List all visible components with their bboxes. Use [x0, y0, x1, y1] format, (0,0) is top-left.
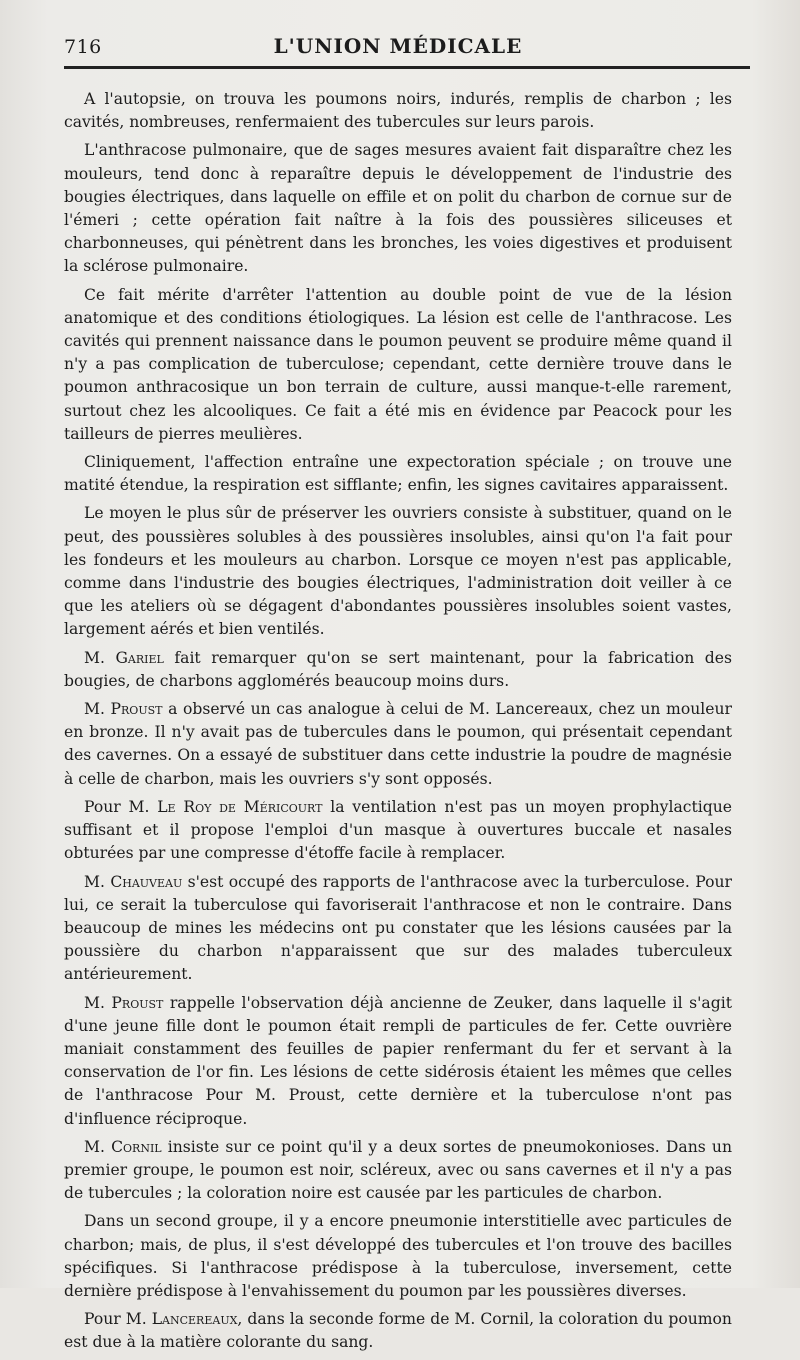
speaker-prefix: M. [84, 993, 105, 1012]
speaker-name: Lancereaux [151, 1310, 238, 1329]
speaker-name: Chauveau [110, 872, 183, 891]
speaker-prefix: Pour M. [84, 797, 150, 816]
header-rule [64, 66, 750, 69]
speaker-prefix: M. [84, 700, 105, 719]
paragraph-text: la ventilation n'est pas un moyen prophylactique suffisant et il propose l'emploi d'un masque à ouvertures buccale et nasales obturées par une compresse d'étoffe facile à remplacer. [64, 797, 732, 863]
journal-title: L'UNION MÉDICALE [273, 34, 523, 58]
paragraph-text: Ce fait mérite d'arrêter l'attention au double point de vue de la lésion anatomique et des conditions étiologiques. La lésion est celle de l'anthracose. Les cavités qui prennent naissance dans le poumon peuvent se produire même quand il n'y a pas complication de tuberculose; cependant, cette dernière trouve dans le poumon anthracosique un bon terrain de culture, aussi manque-t-elle rarement, surtout chez les alcooliques. Ce fait a été mis en évidence par Peacock pour les tailleurs de pierres meulières. [64, 285, 732, 443]
speaker-name: Proust [111, 993, 164, 1012]
running-head [64, 30, 732, 60]
paragraph-chauveau [64, 871, 732, 987]
paragraph-text: rappelle l'observation déjà ancienne de Zeuker, dans laquelle il s'agit d'une jeune fille dont le poumon était rempli de particules de fer. Cette ouvrière maniait constamment des feuilles de papier renfermant du fer et servant à la conservation de l'or fin. Les lésions de cette sidérosis étaient les mêmes que celles de l'anthracose Pour M. Proust, cette dernière et la tuberculose n'ont pas d'influence réciproque. [64, 993, 732, 1128]
paragraph-text: insiste sur ce point qu'il y a deux sortes de pneumokonioses. Dans un premier groupe, le poumon est noir, scléreux, avec ou sans cavernes et il n'y a pas de tubercules ; la coloration noire est causée par les particules de charbon. [64, 1137, 732, 1203]
speaker-name: Proust [110, 700, 163, 719]
paragraph-proust [64, 698, 732, 791]
paragraph-text: , dans la seconde forme de M. Cornil, la coloration du poumon est due à la matière colorante du sang. [64, 1310, 732, 1352]
paragraph-text: Dans un second groupe, il y a encore pneumonie interstitielle avec particules de charbon; mais, de plus, il s'est développé des tubercules et l'on trouve des bacilles spécifiques. Si l'anthracose prédispose à la tuberculose, inversement, cette dernière prédispose à l'envahissement du poumon par les poussières diverses. [64, 1212, 732, 1300]
paragraph-lancereaux [64, 1308, 732, 1354]
speaker-name: Cornil [111, 1137, 162, 1156]
speaker-prefix: Pour M. [84, 1310, 147, 1329]
speaker-prefix: M. [84, 872, 105, 891]
paragraph-gariel [64, 647, 732, 693]
paragraph-proust-2 [64, 992, 732, 1131]
speaker-prefix: M. [84, 1137, 105, 1156]
paragraph-text: a observé un cas analogue à celui de M. Lancereaux, chez un mouleur en bronze. Il n'y avait pas de tubercules dans le poumon, qui présentait cependant des cavernes. On a essayé de substituer dans cette industrie la poudre de magnésie à celle de charbon, mais les ouvriers s'y sont opposés. [64, 700, 732, 788]
paragraph [64, 88, 732, 134]
paragraph [64, 502, 732, 641]
paragraph [64, 1210, 732, 1303]
paragraph-text: A l'autopsie, on trouva les poumons noirs, indurés, remplis de charbon ; les cavités, nombreuses, renfermaient des tubercules sur leurs parois. [64, 90, 732, 132]
paragraph-text: Le moyen le plus sûr de préserver les ouvriers consiste à substituer, quand on le peut, des poussières solubles à des poussières insolubles, ainsi qu'on l'a fait pour les fondeurs et les mouleurs au charbon. Lorsque ce moyen n'est pas applicable, comme dans l'industrie des bougies électriques, l'administration doit veiller à ce que les ateliers où se dégagent d'abondantes poussières insolubles soient vastes, largement aérés et bien ventilés. [64, 504, 732, 639]
article-body [64, 88, 732, 1360]
paragraph [64, 284, 732, 446]
paragraph [64, 451, 732, 497]
paragraph-text: s'est occupé des rapports de l'anthracose avec la turberculose. Pour lui, ce serait la tuberculose qui favoriserait l'anthracose et non le contraire. Dans beaucoup de mines les médecins ont pu constater que les lésions causées par la poussière du charbon n'apparaissent que sur des malades tuberculeux antérieurement. [64, 872, 732, 984]
speaker-prefix: M. [84, 648, 105, 667]
paragraph-cornil [64, 1136, 732, 1206]
paragraph [64, 139, 732, 278]
paragraph-le-roy-de-mericourt [64, 796, 732, 866]
page-number: 716 [64, 36, 102, 58]
speaker-name: Le Roy de Méricourt [157, 797, 323, 816]
paragraph-text: L'anthracose pulmonaire, que de sages mesures avaient fait disparaître chez les mouleurs, tend donc à reparaître depuis le développement de l'industrie des bougies électriques, dans laquelle on effile et on polit du charbon de cornue sur de l'émeri ; cette opération fait naître à la fois des poussières siliceuses et charbonneuses, qui pénètrent dans les bronches, les voies digestives et produisent la sclérose pulmonaire. [64, 141, 732, 276]
speaker-name: Gariel [115, 648, 164, 667]
paragraph-text: Cliniquement, l'affection entraîne une expectoration spéciale ; on trouve une matité étendue, la respiration est sifflante; enfin, les signes cavitaires apparaissent. [64, 453, 732, 495]
paragraph-text: fait remarquer qu'on se sert maintenant, pour la fabrication des bougies, de charbons agglomérés beaucoup moins durs. [64, 648, 732, 690]
